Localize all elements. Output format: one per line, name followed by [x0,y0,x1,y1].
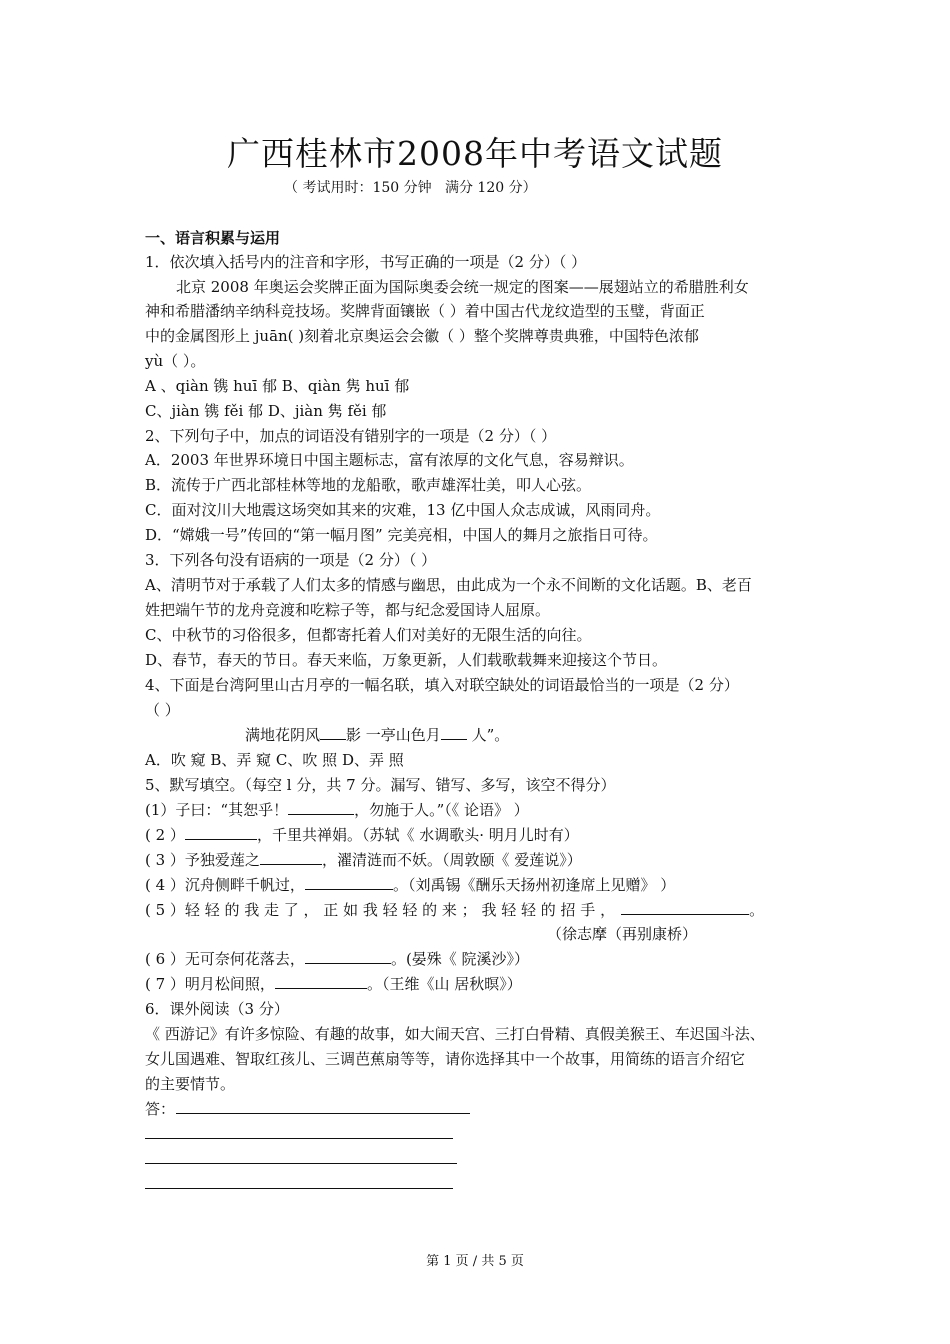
page-title: 广西桂林市2008年中考语文试题 [227,134,723,173]
fill-text: ( 2 ） [145,826,185,844]
option-line: C．面对汶川大地震这场突如其来的灾难，13 亿中国人众志成诚，风雨同舟。 [145,501,661,519]
fill-line [145,949,529,969]
blank [185,825,257,840]
option-line: A、清明节对于承载了人们太多的情感与幽思，由此成为一个永不间断的文化话题。B、老百 [145,576,752,594]
answer-line [176,1113,470,1114]
couplet-part: 满地花阴风 [245,726,321,744]
couplet-part: 影 一亭山色月 [346,726,441,744]
option-line: A．吹 窥 B、弄 窥 C、吹 照 D、弄 照 [145,751,404,769]
passage-line: yù（ ）。 [145,352,206,370]
fill-line [145,850,582,870]
answer-line [145,1188,453,1189]
answer-line [145,1138,453,1139]
fill-text: 。（王维《山 居秋暝》） [366,975,522,993]
reading-text: 女儿国遇难、智取红孩儿、三调芭蕉扇等等，请你选择其中一个故事，用简练的语言介绍它 [145,1050,746,1068]
fill-line [145,800,529,820]
couplet-part: 人”。 [466,726,510,744]
fill-text: 。（刘禹锡《酬乐天扬州初逢席上见赠》 ） [392,876,676,894]
fill-text: ( 7 ）明月松间照， [145,975,275,993]
fill-text: ，濯清涟而不妖。（周敦颐《 爱莲说》） [321,851,582,869]
answer-label: 答： [145,1100,176,1118]
exam-info: （ 考试用时：150 分钟 满分 120 分） [284,180,537,196]
fill-line [145,825,579,845]
page-footer: 第 1 页 / 共 5 页 [426,1254,524,1269]
blank [320,725,346,740]
option-line: 姓把端午节的龙舟竞渡和吃粽子等，都与纪念爱国诗人屈原。 [145,601,551,619]
fill-text: ( 5 ）轻 轻 的 我 走 了 ， 正 如 我 轻 轻 的 来 ； 我 轻 轻 的 招 手 ， [145,901,616,919]
answer-paren: （ ） [145,701,180,719]
passage-line: 北京 2008 年奥运会奖牌正面为国际奥委会统一规定的图案——展翅站立的希腊胜利女 [176,278,749,296]
fill-text: 。(晏殊《 院溪沙》） [390,950,530,968]
blank [275,974,367,989]
fill-line [145,875,675,895]
question-4-stem: 4、下面是台湾阿里山古月亭的一幅名联，填入对联空缺处的词语最恰当的一项是（2 分） [145,676,739,694]
couplet-line [245,725,509,745]
blank [621,900,749,915]
answer-line [145,1163,457,1164]
reading-text: 的主要情节。 [145,1075,236,1093]
passage-line: 中的金属图形上 juān( )刻着北京奥运会会徽（ ）整个奖牌尊贵典雅，中国特色浓郁 [145,327,699,345]
question-3-stem: 3．下列各句没有语病的一项是（2 分）（ ） [145,551,437,569]
fill-text: ( 4 ）沉舟侧畔千帆过， [145,876,305,894]
option-line: A．2003 年世界环境日中国主题标志，富有浓厚的文化气息，容易辩识。 [145,451,634,469]
fill-line [145,900,764,920]
option-line: C、jiàn 镌 fěi 郁 D、jiàn 隽 fěi 郁 [145,402,387,420]
fill-text: ( 6 ）无可奈何花落去， [145,950,305,968]
fill-text: ，勿施于人。”（《 论语》 ） [354,801,529,819]
fill-text: (1）子曰：“其恕乎！ [145,801,289,819]
option-line: B．流传于广西北部桂林等地的龙船歌，歌声雄浑壮美，叩人心弦。 [145,476,592,494]
fill-text: ( 3 ）予独爱莲之 [145,851,260,869]
citation: （徐志摩（再别康桥） [547,925,698,943]
fill-text: 。 [749,901,765,919]
blank [260,850,322,865]
option-line: C、中秋节的习俗很多，但都寄托着人们对美好的无限生活的向往。 [145,626,592,644]
section-heading: 一、语言积累与运用 [145,229,281,247]
reading-text: 《 西游记》有许多惊险、有趣的故事，如大闹天宫、三打白骨精、真假美猴王、车迟国斗法、 [145,1025,765,1043]
blank [441,725,467,740]
blank [305,949,391,964]
option-line: A 、qiàn 镌 huī 郁 B、qiàn 隽 huī 郁 [145,377,410,395]
question-1-stem: 1．依次填入括号内的注音和字形，书写正确的一项是（2 分）（ ） [145,253,587,271]
fill-text: ，千里共禅娟。（苏轼《 水调歌头· 明月儿时有） [256,826,579,844]
fill-line [145,974,522,994]
passage-line: 神和希腊潘纳辛纳科竞技场。奖牌背面镶嵌（ ）着中国古代龙纹造型的玉璧，背面正 [145,302,705,320]
question-2-stem: 2、下列句子中，加点的词语没有错别字的一项是（2 分）（ ） [145,427,557,445]
option-line: D．“嫦娥一号”传回的“第一幅月图” 完美亮相，中国人的舞月之旅指日可待。 [145,526,658,544]
blank [305,875,393,890]
option-line: D、春节，春天的节日。春天来临，万象更新，人们载歌载舞来迎接这个节日。 [145,651,668,669]
question-6-stem: 6．课外阅读（3 分） [145,1000,289,1018]
question-5-stem: 5、默写填空。（每空 l 分，共 7 分。漏写、错写、多写，该空不得分） [145,776,616,794]
blank [288,800,354,815]
